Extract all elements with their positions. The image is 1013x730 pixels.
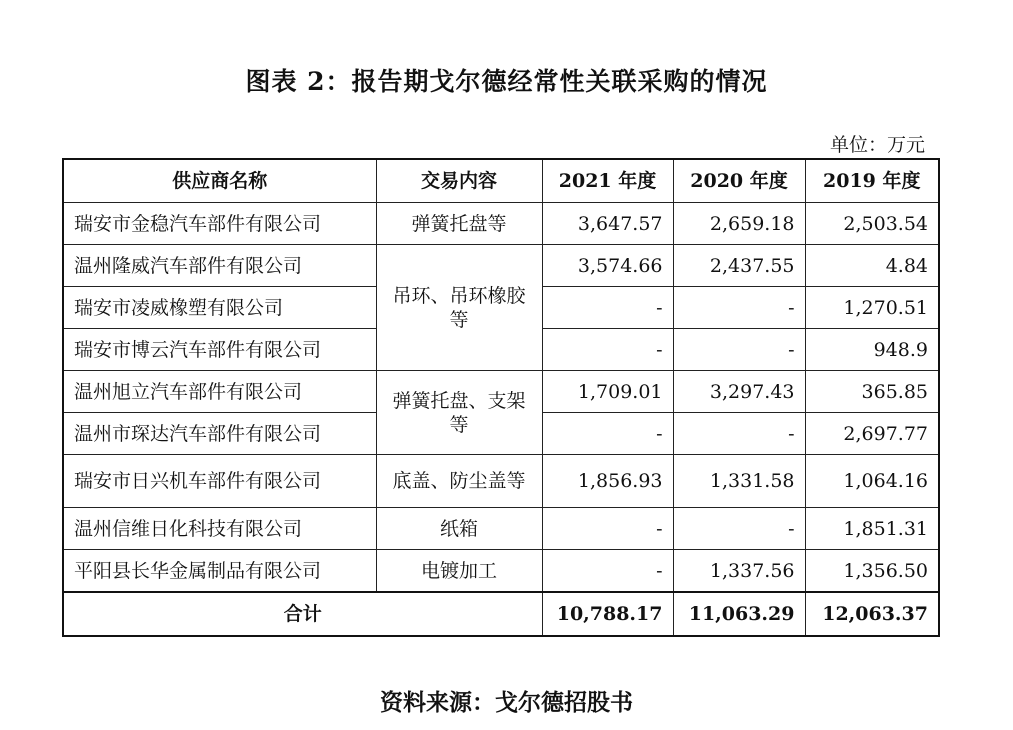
total-label: 合计 xyxy=(63,592,542,636)
header-2021: 2021 年度 xyxy=(542,159,673,203)
supplier-name: 温州信维日化科技有限公司 xyxy=(63,508,376,550)
value-2019: 1,064.16 xyxy=(805,455,939,508)
value-2020: - xyxy=(673,329,805,371)
header-supplier: 供应商名称 xyxy=(63,159,376,203)
table-row xyxy=(63,508,939,550)
transaction-content: 电镀加工 xyxy=(376,550,542,593)
transaction-content: 吊环、吊环橡胶等 xyxy=(376,245,542,371)
supplier-name: 温州隆威汽车部件有限公司 xyxy=(63,245,376,287)
value-2020: - xyxy=(673,287,805,329)
value-2019: 948.9 xyxy=(805,329,939,371)
value-2019: 1,270.51 xyxy=(805,287,939,329)
value-2020: 2,659.18 xyxy=(673,203,805,245)
supplier-name: 瑞安市博云汽车部件有限公司 xyxy=(63,329,376,371)
table-row xyxy=(63,455,939,508)
total-2021: 10,788.17 xyxy=(542,592,673,636)
value-2021: 1,856.93 xyxy=(542,455,673,508)
value-2019: 365.85 xyxy=(805,371,939,413)
value-2019: 1,851.31 xyxy=(805,508,939,550)
value-2021: - xyxy=(542,329,673,371)
supplier-name: 瑞安市金稳汽车部件有限公司 xyxy=(63,203,376,245)
value-2021: - xyxy=(542,413,673,455)
header-content: 交易内容 xyxy=(376,159,542,203)
header-2020: 2020 年度 xyxy=(673,159,805,203)
value-2020: 1,331.58 xyxy=(673,455,805,508)
transaction-content: 底盖、防尘盖等 xyxy=(376,455,542,508)
value-2021: - xyxy=(542,508,673,550)
value-2020: 3,297.43 xyxy=(673,371,805,413)
total-2020: 11,063.29 xyxy=(673,592,805,636)
value-2021: 1,709.01 xyxy=(542,371,673,413)
page-title: 图表 2：报告期戈尔德经常性关联采购的情况 xyxy=(245,67,768,96)
total-row xyxy=(63,592,939,636)
table-header-row xyxy=(63,159,939,203)
transaction-content: 弹簧托盘、支架等 xyxy=(376,371,542,455)
value-2020: - xyxy=(673,508,805,550)
value-2021: 3,647.57 xyxy=(542,203,673,245)
value-2021: 3,574.66 xyxy=(542,245,673,287)
value-2020: 1,337.56 xyxy=(673,550,805,593)
table-row xyxy=(63,245,939,287)
total-2019: 12,063.37 xyxy=(805,592,939,636)
value-2020: - xyxy=(673,413,805,455)
supplier-name: 温州市琛达汽车部件有限公司 xyxy=(63,413,376,455)
header-2019: 2019 年度 xyxy=(805,159,939,203)
table-row xyxy=(63,550,939,593)
supplier-name: 瑞安市日兴机车部件有限公司 xyxy=(63,455,376,508)
supplier-name: 平阳县长华金属制品有限公司 xyxy=(63,550,376,593)
value-2019: 2,503.54 xyxy=(805,203,939,245)
value-2021: - xyxy=(542,287,673,329)
value-2019: 4.84 xyxy=(805,245,939,287)
unit-label: 单位：万元 xyxy=(829,134,925,156)
transaction-content: 弹簧托盘等 xyxy=(376,203,542,245)
value-2021: - xyxy=(542,550,673,593)
table-row xyxy=(63,371,939,413)
transaction-content: 纸箱 xyxy=(376,508,542,550)
purchase-table xyxy=(62,158,940,637)
table-row xyxy=(63,203,939,245)
value-2020: 2,437.55 xyxy=(673,245,805,287)
source-note: 资料来源：戈尔德招股书 xyxy=(380,690,633,716)
value-2019: 1,356.50 xyxy=(805,550,939,593)
supplier-name: 瑞安市凌威橡塑有限公司 xyxy=(63,287,376,329)
supplier-name: 温州旭立汽车部件有限公司 xyxy=(63,371,376,413)
value-2019: 2,697.77 xyxy=(805,413,939,455)
